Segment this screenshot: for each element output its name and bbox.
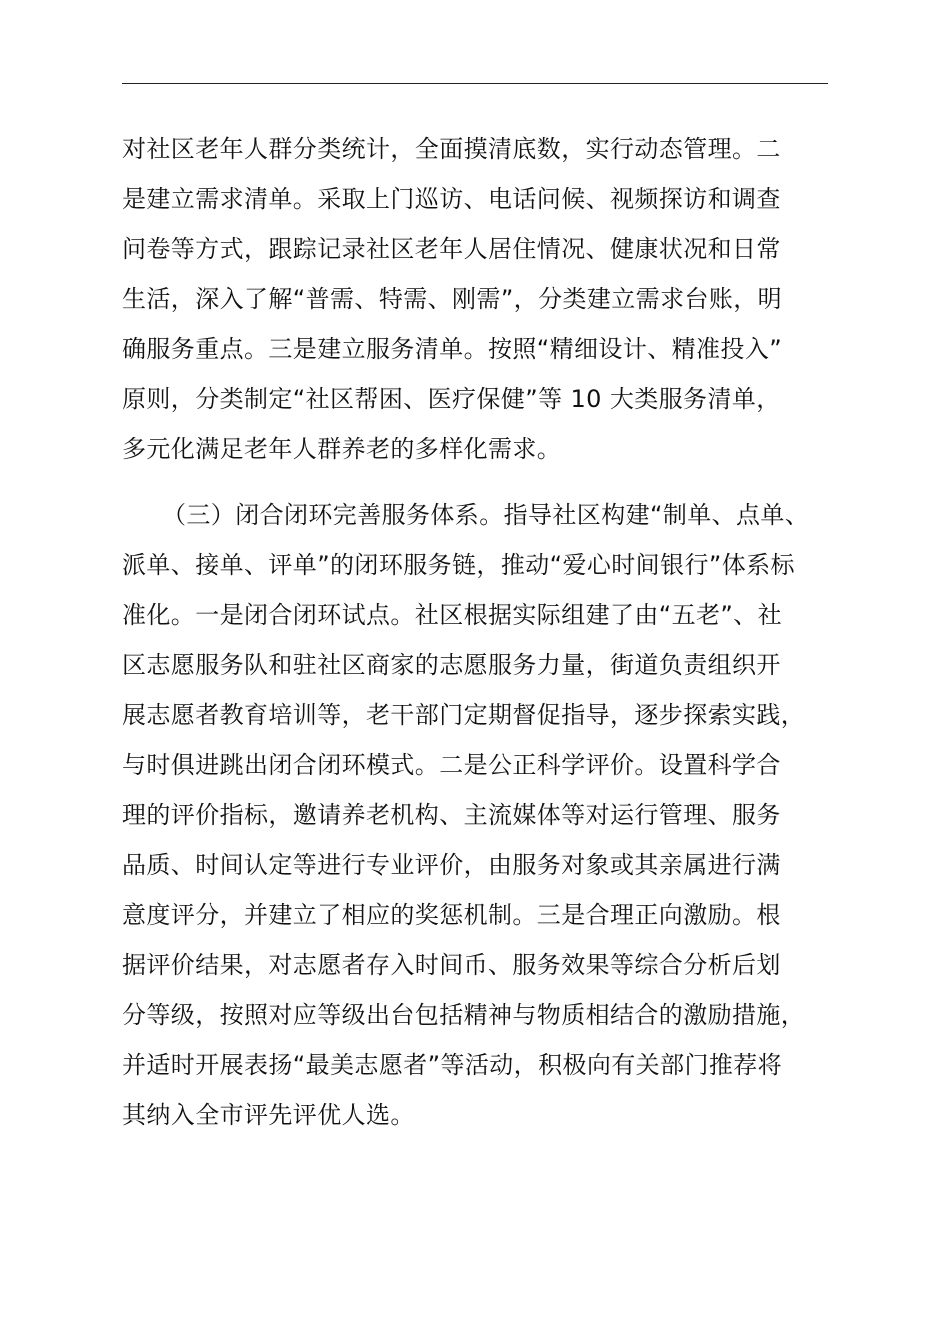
paragraph-gap: [122, 474, 834, 490]
text-line: 问卷等方式，跟踪记录社区老年人居住情况、健康状况和日常: [122, 235, 781, 263]
paragraph-2: [122, 490, 834, 1140]
text-line: 生活，深入了解“普需、特需、刚需”，分类建立需求台账，明: [122, 285, 783, 313]
text-line: 区志愿服务队和驻社区商家的志愿服务力量，街道负责组织开: [122, 651, 781, 679]
body-text: [122, 124, 834, 1140]
text-line: 展志愿者教育培训等，老干部门定期督促指导，逐步探索实践，: [122, 701, 806, 729]
text-line: 派单、接单、评单”的闭环服务链，推动“爱心时间银行”体系标: [122, 551, 795, 579]
text-line: 是建立需求清单。采取上门巡访、电话问候、视频探访和调查: [122, 185, 781, 213]
text-line: 品质、时间认定等进行专业评价，由服务对象或其亲属进行满: [122, 851, 781, 879]
text-line: 意度评分，并建立了相应的奖惩机制。三是合理正向激励。根: [122, 901, 781, 929]
text-line: 据评价结果，对志愿者存入时间币、服务效果等综合分析后划: [122, 951, 781, 979]
text-line: 并适时开展表扬“最美志愿者”等活动，积极向有关部门推荐将: [122, 1051, 783, 1079]
text-line: 其纳入全市评先评优人选。: [122, 1101, 415, 1129]
text-line: 准化。一是闭合闭环试点。社区根据实际组建了由“五老”、社: [122, 601, 783, 629]
text-line: 确服务重点。三是建立服务清单。按照“精细设计、精准投入”: [122, 335, 783, 363]
paragraph-1: [122, 124, 834, 474]
text-line: 对社区老年人群分类统计，全面摸清底数，实行动态管理。二: [122, 135, 781, 163]
text-line: 分等级，按照对应等级出台包括精神与物质相结合的激励措施，: [122, 1001, 806, 1029]
text-line-indented: （三）闭合闭环完善服务体系。指导社区构建“制单、点单、: [162, 501, 810, 529]
text-line: 与时俱进跳出闭合闭环模式。二是公正科学评价。设置科学合: [122, 751, 781, 779]
text-line: 理的评价指标，邀请养老机构、主流媒体等对运行管理、服务: [122, 801, 781, 829]
header-rule: [122, 83, 828, 84]
text-line: 多元化满足老年人群养老的多样化需求。: [122, 435, 562, 463]
text-line: 原则，分类制定“社区帮困、医疗保健”等 10 大类服务清单，: [122, 385, 781, 413]
